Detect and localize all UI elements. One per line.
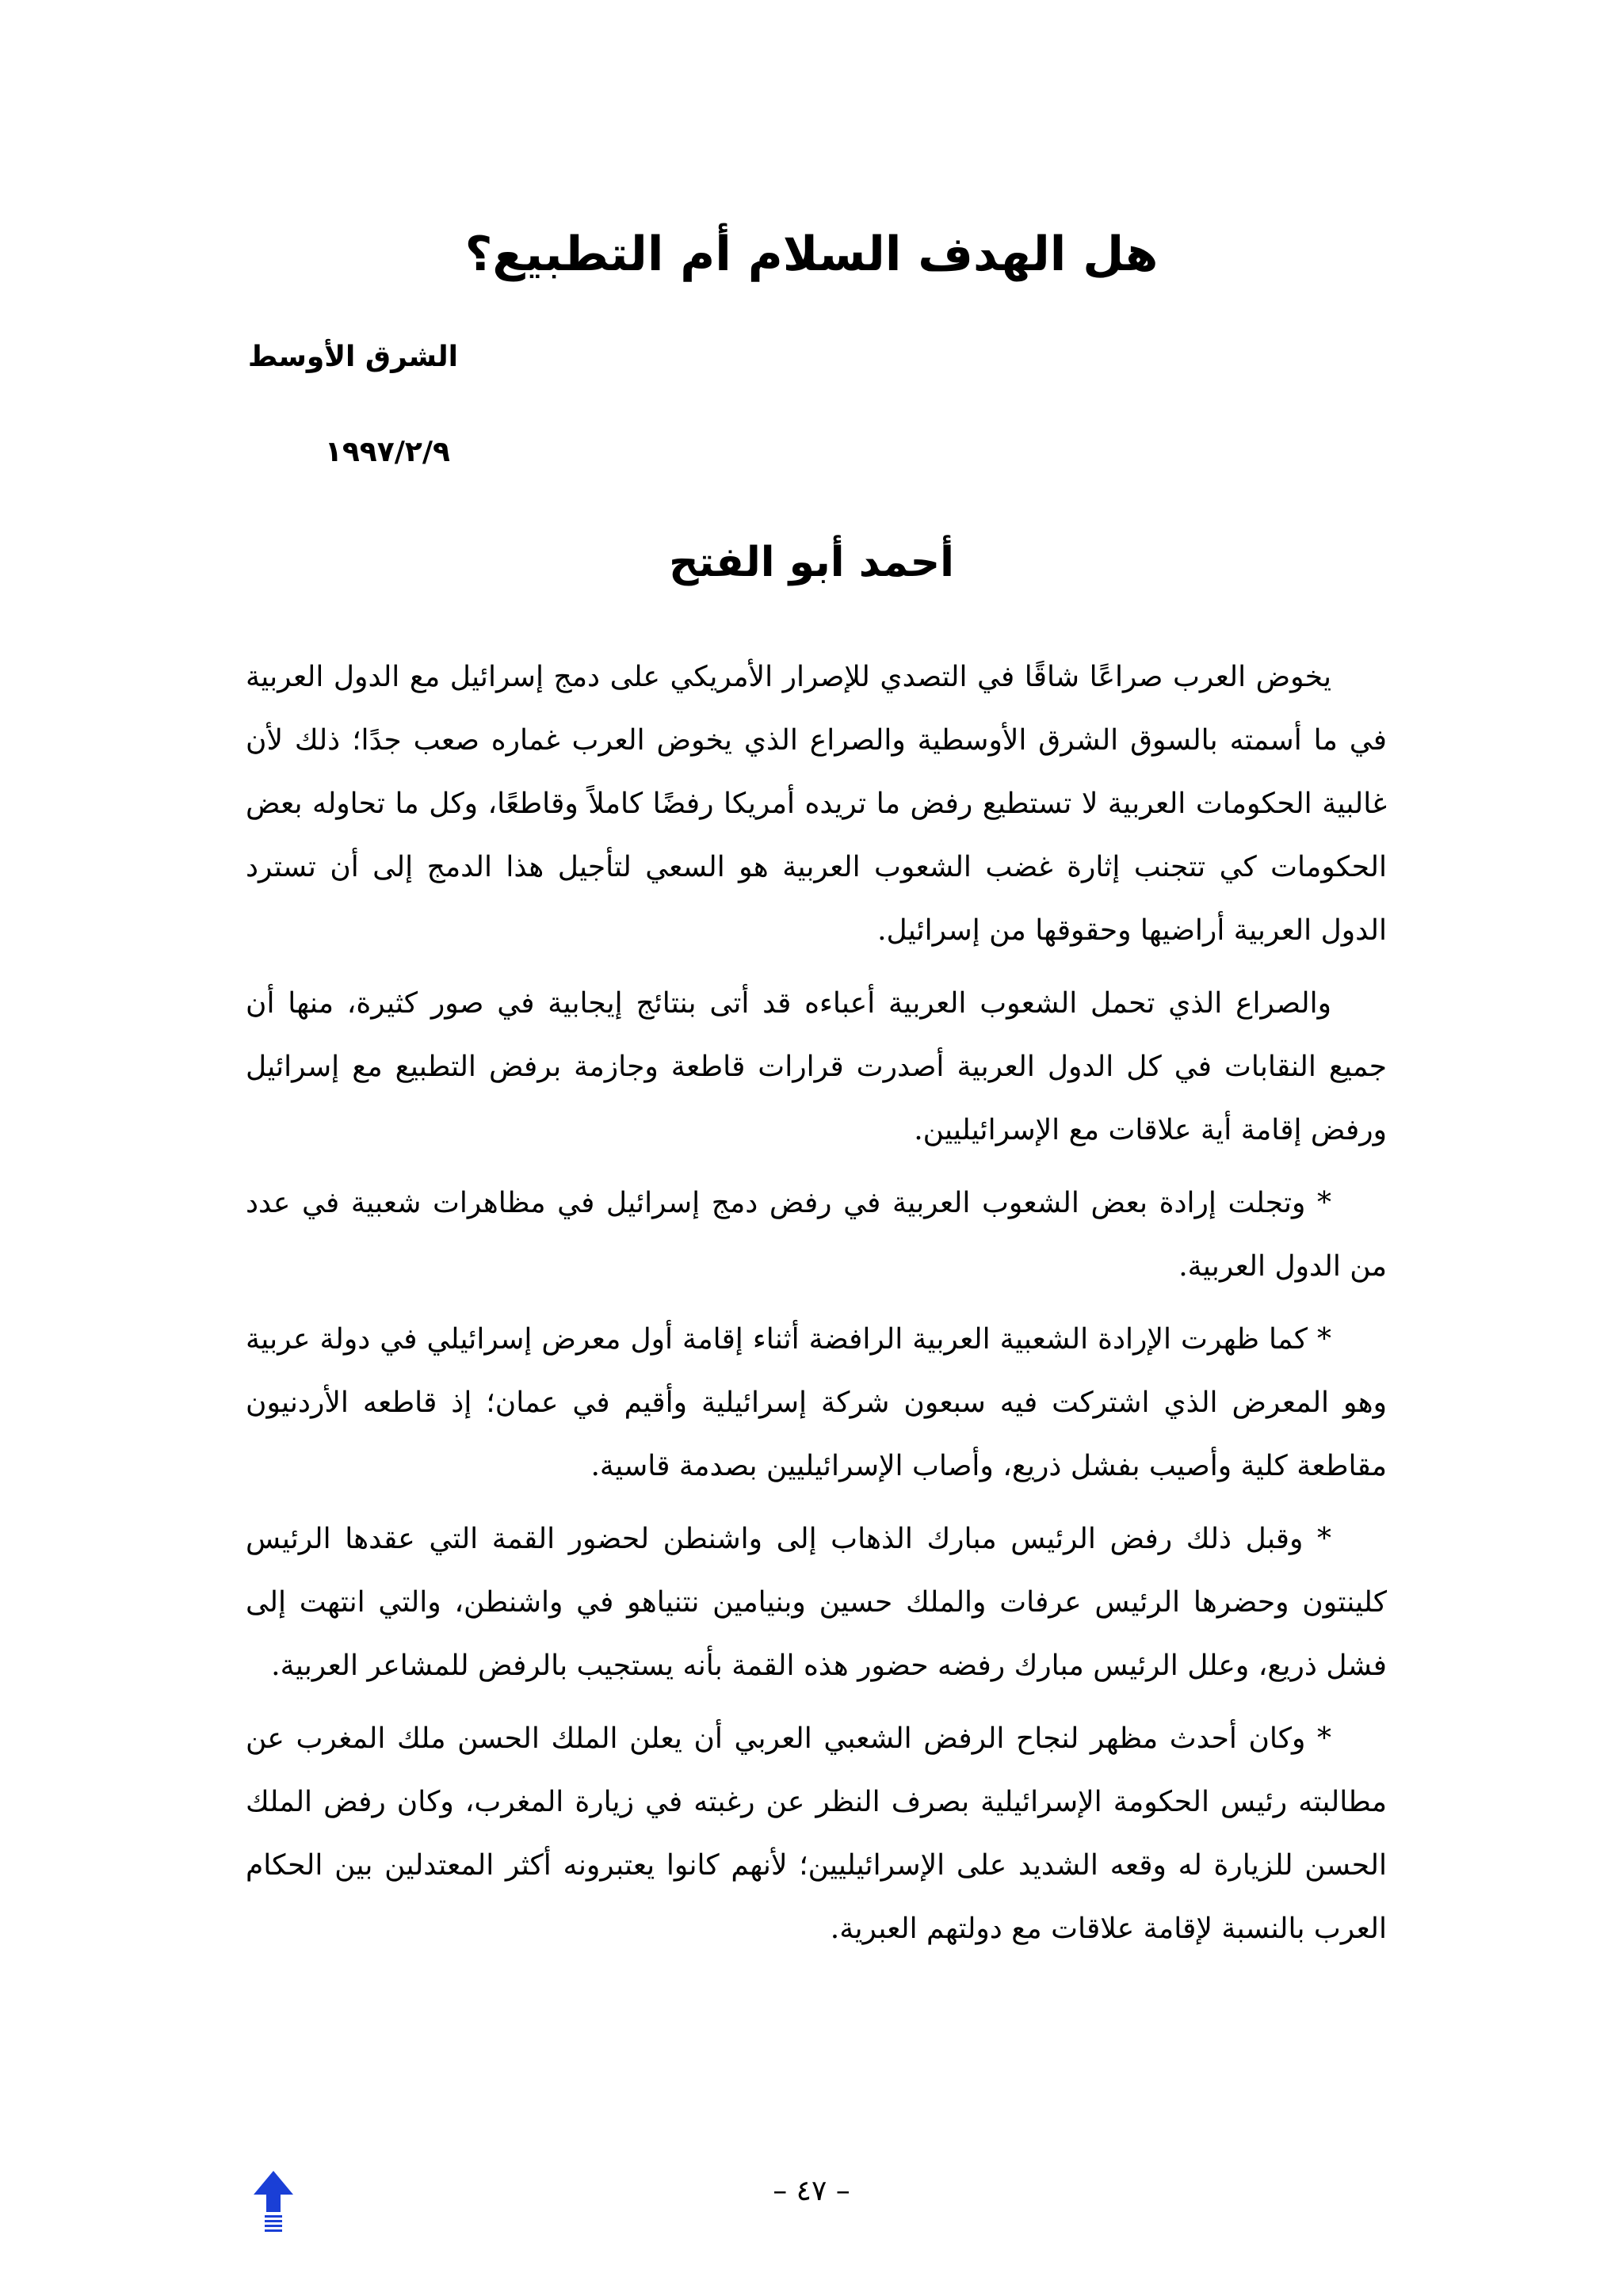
paragraph-3: * وتجلت إرادة بعض الشعوب العربية في رفض دمج إسرائيل في مظاهرات شعبية في عدد من الدول العربية. bbox=[246, 1187, 1387, 1283]
paragraph-4: * كما ظهرت الإرادة الشعبية العربية الرافضة أثناء إقامة أول معرض إسرائيلي في دولة عربية وهو المعرض الذي اشتركت فيه سبعون شركة إسرائيلية وأقيم في عمان؛ إذ قاطعه الأردنيون مقاطعة كلية وأصيب بفشل ذريع، وأصاب الإسرائيليين بصدمة قاسية. bbox=[246, 1323, 1387, 1482]
publication-date: ١٩٩٧/٢/٩ bbox=[324, 436, 450, 468]
paragraph-6: * وكان أحدث مظهر لنجاح الرفض الشعبي العربي أن يعلن الملك الحسن ملك المغرب عن مطالبته رئيس الحكومة الإسرائيلية بصرف النظر عن رغبته في زيارة المغرب، وكان رفض الملك الحسن للزيارة له وقعه الشديد على الإسرائيليين؛ لأنهم كانوا يعتبرونه أكثر المعتدلين بين الحكام العرب بالنسبة لإقامة علاقات مع دولتهم العبرية. bbox=[246, 1722, 1387, 1945]
author-name: أحمد أبو الفتح bbox=[669, 539, 954, 586]
arrow-head bbox=[254, 2171, 293, 2212]
arrow-line-3 bbox=[265, 2225, 282, 2227]
paragraph-5: * وقبل ذلك رفض الرئيس مبارك الذهاب إلى واشنطن لحضور القمة التي عقدها الرئيس كلينتون وحضرها الرئيس عرفات والملك حسين وبنيامين نتنياهو في واشنطن، والتي انتهت إلى فشل ذريع، وعلل الرئيس مبارك رفضه حضور هذه القمة بأنه يستجيب بالرفض للمشاعر العربية. bbox=[246, 1523, 1387, 1682]
source-name: الشرق الأوسط bbox=[247, 341, 458, 373]
up-arrow-icon-graphic bbox=[254, 2171, 293, 2234]
arrow-line-4 bbox=[265, 2229, 282, 2232]
paragraph-2: والصراع الذي تحمل الشعوب العربية أعباءه قد أتى بنتائج إيجابية في صور كثيرة، منها أن جميع النقابات في كل الدول العربية أصدرت قرارات قاطعة وجازمة برفض التطبيع مع إسرائيل ورفض إقامة أية علاقات مع الإسرائيليين. bbox=[246, 987, 1387, 1146]
document-title: هل الهدف السلام أم التطبيع؟ bbox=[464, 227, 1159, 282]
article-body bbox=[246, 646, 1387, 1970]
paragraph-1: يخوض العرب صراعًا شاقًا في التصدي للإصرار الأمريكي على دمج إسرائيل مع الدول العربية في ما أسمته بالسوق الشرق الأوسطية والصراع الذي يخوض العرب غماره صعب جدًا؛ ذلك لأن غالبية الحكومات العربية لا تستطيع رفض ما تريده أمريكا رفضًا كاملاً وقاطعًا، وكل ما تحاوله بعض الحكومات كي تتجنب إثارة غضب الشعوب العربية هو السعي لتأجيل هذا الدمج إلى أن تسترد الدول العربية أراضيها وحقوقها من إسرائيل. bbox=[246, 661, 1387, 947]
page-number: – ٤٧ – bbox=[773, 2175, 850, 2207]
up-arrow-icon[interactable] bbox=[254, 2171, 293, 2234]
arrow-line-1 bbox=[265, 2215, 282, 2218]
arrow-line-2 bbox=[265, 2220, 282, 2222]
